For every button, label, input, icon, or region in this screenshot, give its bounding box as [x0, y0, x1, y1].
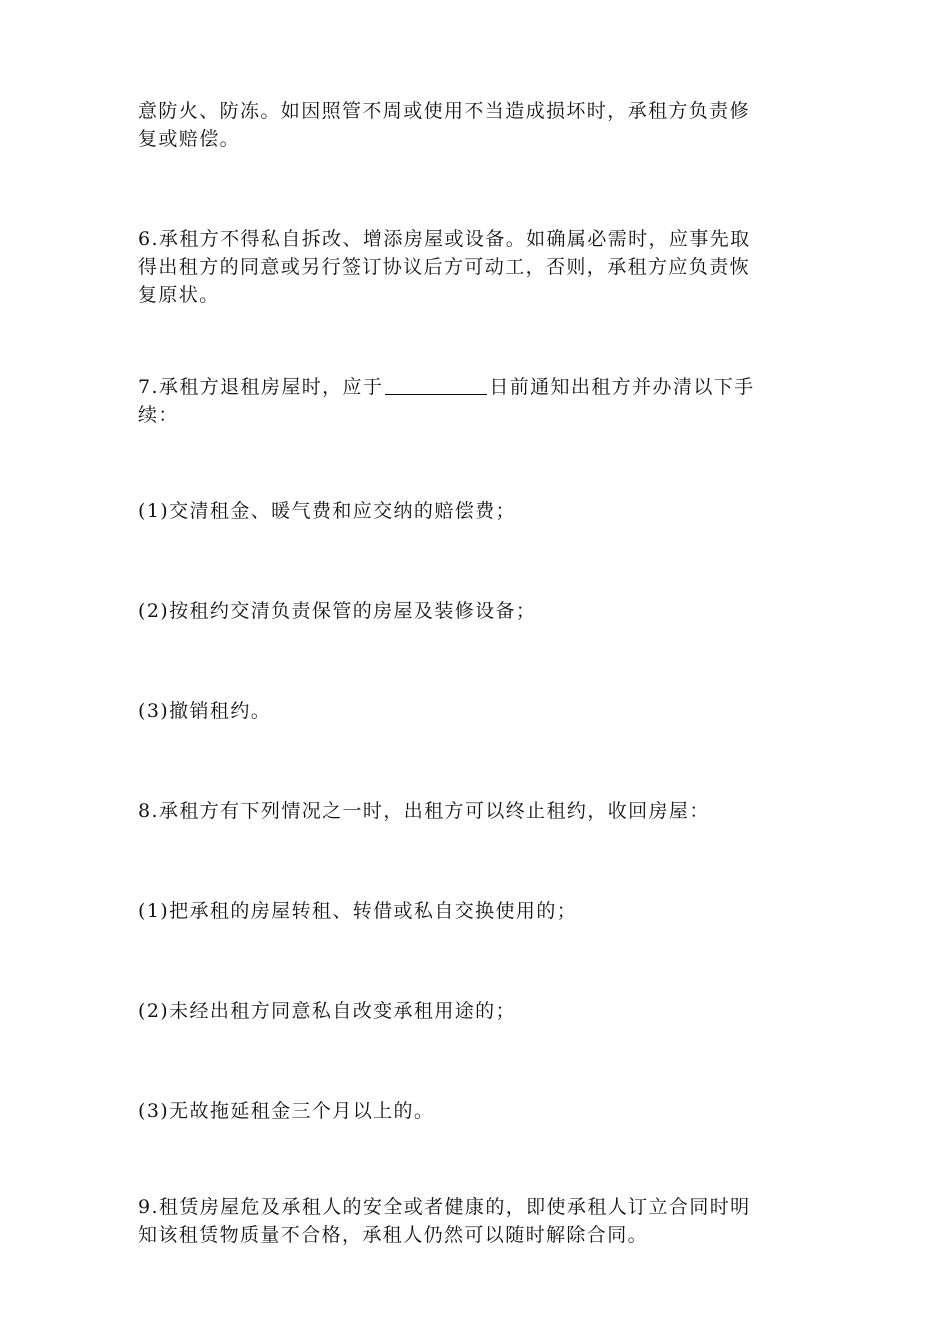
text-line: (2)按租约交清负责保管的房屋及装修设备；	[138, 600, 537, 622]
text-line: 8.承租方有下列情况之一时，出租方可以终止租约，收回房屋：	[138, 800, 710, 822]
text-line: (3)撤销租约。	[138, 700, 272, 722]
text-line: (2)未经出租方同意私自改变承租用途的；	[138, 1000, 516, 1022]
paragraph-7-item-1	[138, 497, 814, 525]
paragraph-6	[138, 225, 814, 309]
text-segment: 日前通知出租方并办清以下手	[489, 376, 755, 398]
paragraph-8	[138, 797, 814, 825]
text-line: 9.租赁房屋危及承租人的安全或者健康的，即使承租人订立合同时明	[138, 1196, 751, 1218]
text-line: (1)交清租金、暖气费和应交纳的赔偿费；	[138, 500, 516, 522]
fill-in-blank-days[interactable]	[385, 376, 487, 395]
paragraph-7-item-2	[138, 597, 814, 625]
paragraph-7	[138, 373, 814, 429]
text-segment: 7.承租方退租房屋时，应于	[138, 376, 384, 398]
text-line: 知该租赁物质量不合格，承租人仍然可以随时解除合同。	[138, 1224, 649, 1246]
text-line: 续：	[138, 404, 179, 426]
paragraph-8-item-1	[138, 897, 814, 925]
text-line: 复或赔偿。	[138, 128, 241, 150]
text-line: 复原状。	[138, 284, 220, 306]
text-line: (1)把承租的房屋转租、转借或私自交换使用的；	[138, 900, 578, 922]
paragraph-9	[138, 1193, 814, 1249]
paragraph-8-item-2	[138, 997, 814, 1025]
text-line	[138, 373, 814, 401]
text-line: 得出租方的同意或另行签订协议后方可动工，否则，承租方应负责恢	[138, 256, 751, 278]
paragraph-8-item-3	[138, 1097, 814, 1125]
text-line: (3)无故拖延租金三个月以上的。	[138, 1100, 435, 1122]
text-line: 6.承租方不得私自拆改、增添房屋或设备。如确属必需时，应事先取	[138, 228, 751, 250]
paragraph-7-item-3	[138, 697, 814, 725]
paragraph-5-continued	[138, 97, 814, 153]
text-line: 意防火、防冻。如因照管不周或使用不当造成损坏时，承租方负责修	[138, 100, 751, 122]
